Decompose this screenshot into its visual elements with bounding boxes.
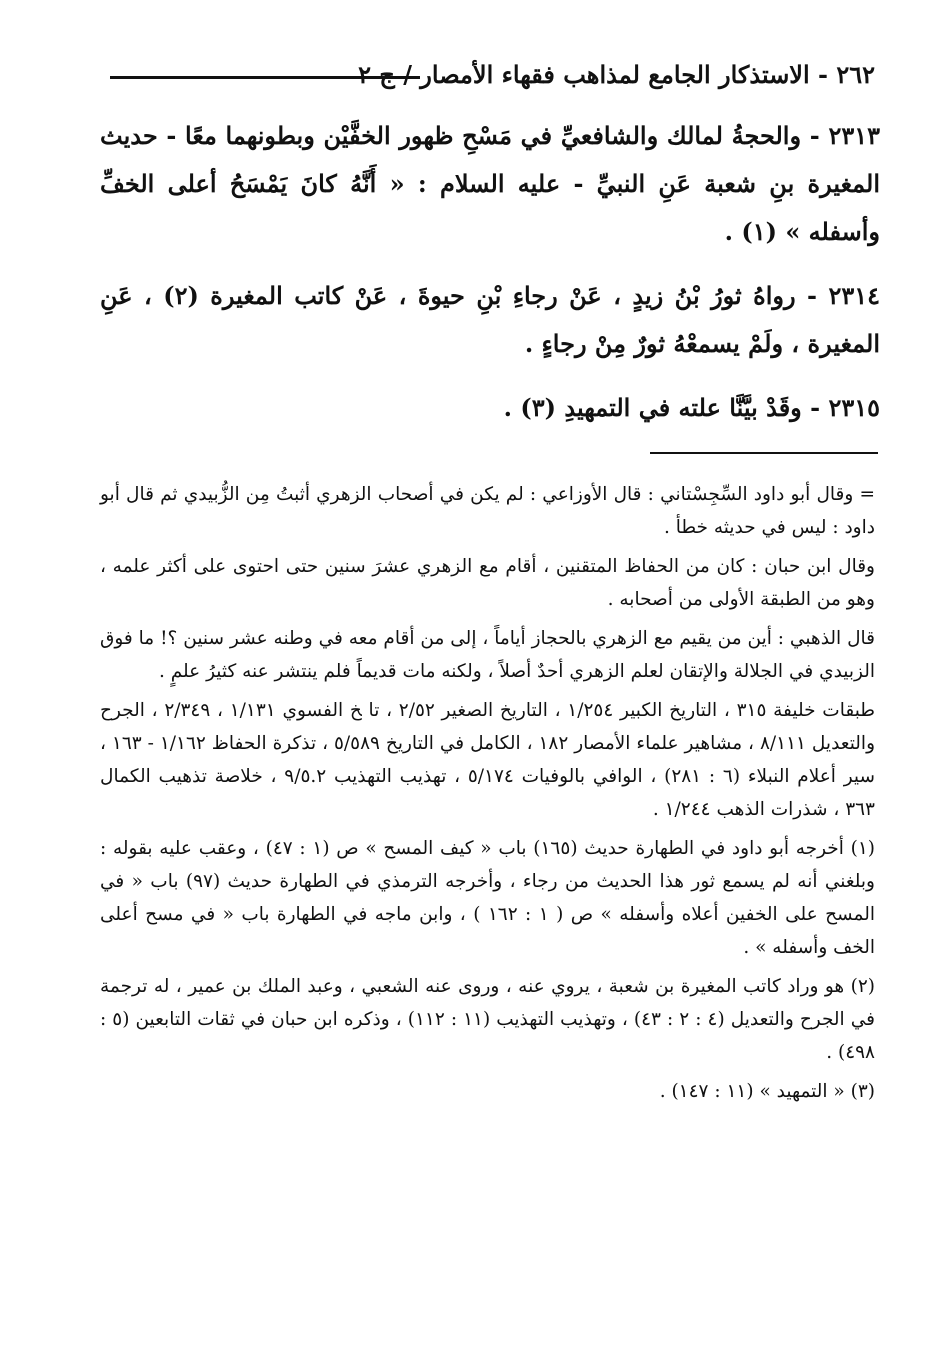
footnote-marker: (١) xyxy=(850,838,875,859)
main-text xyxy=(100,112,880,448)
footnote-text: « التمهيد » (١١ : ١٤٧) . xyxy=(659,1081,845,1102)
header-rule xyxy=(110,76,420,79)
paragraph-number: ٢٣١٥ xyxy=(828,393,880,422)
footnote-text: أخرجه أبو داود في الطهارة حديث (١٦٥) باب « كيف المسح » ص (١ : ٤٧) ، وعقب عليه بقوله : وبلغني أنه لم يسمع ثور هذا الحديث من رجاء ، وأخرجه الترمذي في الطهارة حديث (٩٧) باب « في المسح على الخفين أعلاه وأسفله » ص ( ١ : ١٦٢ ) ، وابن ماجه في الطهارة باب « في مسح أعلى الخف وأسفله » . xyxy=(100,838,876,958)
running-title: ٢٦٢ - الاستذكار الجامع لمذاهب فقهاء الأمصار / ج ٢ xyxy=(358,60,875,89)
footnote-marker: (٣) xyxy=(850,1081,875,1102)
footnote-3 xyxy=(100,1075,875,1108)
continuation-note: طبقات خليفة ٣١٥ ، التاريخ الكبير ١/٢٥٤ ، التاريخ الصغير ٢/٥٢ ، تا‍ ‍خ الفسوي ١/١٣١ ، ٢/٣٤٩ ، الجرح والتعديل ٨/١١١ ، مشاهير علماء الأمصار ١٨٢ ، الكامل في التاريخ ٥/٥٨٩ ، تذكرة الحفاظ ١/١٦٢ - ١٦٣ ، سير أعلام النبلاء (٦ : ٢٨١) ، الوافي بالوفيات ٥/١٧٤ ، تهذيب التهذيب ٩/٥.٢ ، خلاصة تذهيب الكمال ٣٦٣ ، شذرات الذهب ١/٢٤٤ . xyxy=(100,700,876,820)
paragraph-number: ٢٣١٣ xyxy=(828,121,880,150)
footnote-2 xyxy=(100,970,875,1069)
paragraph-2315 xyxy=(100,384,880,432)
paragraph-2314 xyxy=(100,272,880,368)
paragraph-text: - والحجةُ لمالك والشافعيِّ في مَسْحِ ظهور الخفَّيْن وبطونهما معًا - حديث المغيرة بنِ شعبة عَنِ النبيِّ - عليه السلام : « أَنَّهُ كانَ يَمْسَحُ أعلى الخفِّ وأسفله » (١) . xyxy=(100,121,880,246)
footnote-text: هو وراد كاتب المغيرة بن شعبة ، يروي عنه ، وروى عنه الشعبي ، وعبد الملك بن عمير ، له ترجمة في الجرح والتعديل (٤ : ٢ : ٤٣) ، وتهذيب التهذيب (١١ : ١١٢) ، وذكره ابن حبان في ثقات التابعين (٥ : ٤٩٨) . xyxy=(100,976,875,1063)
continuation-note: = وقال أبو داود السِّجِسْتاني : قال الأوزاعي : لم يكن في أصحاب الزهري أثبتُ مِن الزُّبيدي ثم قال أبو داود : ليس في حديثه خطأ . xyxy=(100,484,875,538)
page-header xyxy=(110,60,875,100)
continuation-note: قال الذهبي : أين من يقيم مع الزهري بالحجاز أياماً ، إلى من أقام معه في وطنه عشر سنين ؟! ما فوق الزبيدي في الجلالة والإتقان لعلم الزهري أحدٌ أصلاً ، ولكنه مات قديماً فلم ينتشر عنه كثيرُ علمٍ . xyxy=(100,628,875,682)
paragraph-text: - وقَدْ بيَّنَّا علته في التمهيدِ (٣) . xyxy=(503,393,821,422)
footnotes-section xyxy=(100,478,875,1114)
footnote-separator xyxy=(650,452,878,454)
continuation-note: وقال ابن حبان : كان من الحفاظ المتقنين ، أقام مع الزهري عشرَ سنين حتى احتوى على أكثر علمه ، وهو من الطبقة الأولى من أصحابه . xyxy=(100,556,875,610)
footnote-marker: (٢) xyxy=(850,976,875,997)
paragraph-number: ٢٣١٤ xyxy=(828,281,881,310)
paragraph-2313 xyxy=(100,112,880,256)
paragraph-text: - رواهُ ثورُ بْنُ زيدٍ ، عَنْ رجاءِ بْنِ حيوةَ ، عَنْ كاتب المغيرة (٢) ، عَنِ المغيرة ، ولَمْ يسمعْهُ ثورٌ مِنْ رجاءٍ . xyxy=(100,281,880,358)
footnote-1 xyxy=(100,832,875,964)
